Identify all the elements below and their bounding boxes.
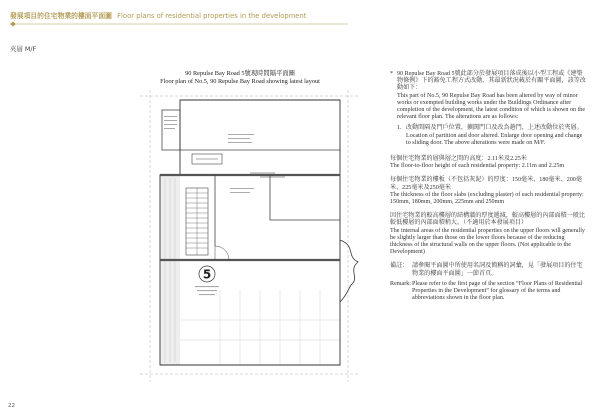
section-header: [10, 10, 306, 20]
remark-label-zh: 備註：: [390, 263, 409, 270]
section-title-en: Floor plans of residential properties in the development: [117, 12, 307, 20]
annotation-mark: [228, 138, 250, 139]
annotation-mark: [199, 294, 215, 295]
annotation-mark: [164, 124, 177, 125]
floor-plan-drawing: [110, 90, 370, 390]
notes-column: [390, 71, 588, 302]
plan-title: [120, 70, 360, 86]
ornament-diamond: [10, 22, 16, 27]
remark-note: [390, 263, 588, 302]
page-number: 22: [8, 403, 15, 409]
alteration-item-en: Location of partition and door altered. Enlarge door opening and change to sliding door. The above alterations were made on M/F.: [406, 132, 583, 146]
plan-title-zh: 90 Repulse Bay Road 5號現時間隔平面圖: [185, 70, 295, 77]
floor-height-zh: 每個住宅物業的層與層之間的高度：2.11米及2.25米: [390, 156, 527, 163]
plan-title-en: Floor plan of No.5, 90 Repulse Bay Road showing latest layout: [160, 78, 320, 85]
internal-area-note: [390, 213, 588, 256]
floor-height-en: The floor-to-floor height of each residential property: 2.11m and 2.25m: [390, 163, 565, 170]
slab-thickness-note: [390, 177, 588, 206]
alteration-item-zh: 改動間隔及門戶位置，擴闊門口及改為趟門，上述改動位於夾層。: [406, 125, 583, 132]
alteration-en: This part of No.5, 90 Repulse Bay Road has been altered by way of minor works or exempted building works under the Buildings Ordinance after completion of the development, the latest condition of which is shown on the relevant floor plan. The alterations are as follows:: [397, 92, 586, 121]
annotation-mark: [196, 159, 218, 160]
remark-text-en: Please refer to the first page of the section “Floor Plans of Residential Properties in the Development” for glossary of the terms and abbreviations shown in the floor plan.: [412, 280, 583, 302]
remark-text-zh: 請參閱平面圖中所使用名詞及簡稱的詞彙，見「發展項目的住宅物業的樓面平面圖」一節首頁。: [412, 263, 583, 277]
annotation-mark: [195, 286, 219, 287]
annotation-mark: [164, 116, 177, 117]
annotation-mark: [228, 142, 252, 143]
alteration-note: [390, 71, 588, 147]
unit-number: 5: [202, 267, 212, 282]
slab-thickness-zh: 每個住宅物業的樓板（不包括灰泥）的厚度：150毫米、180毫米、200毫米、225毫米及250毫米: [390, 177, 582, 191]
boundary-curve: [340, 240, 358, 302]
alteration-marker: *: [390, 71, 394, 77]
alteration-item: [397, 125, 588, 147]
floor-height-note: [390, 156, 588, 170]
building-outline: [160, 100, 340, 365]
annotation-mark: [164, 128, 175, 129]
remark-label-en: Remark:: [390, 280, 411, 287]
annotation-mark: [230, 192, 250, 193]
alteration-item-body: [406, 125, 588, 147]
door-swing: [215, 246, 229, 260]
alteration-item-number: 1.: [397, 125, 402, 132]
remark-en-row: [390, 281, 588, 303]
annotation-mark: [228, 134, 254, 135]
floor-label: 夾層 M/F: [10, 45, 37, 53]
annotation-mark: [164, 120, 177, 121]
partition-wall-right: [270, 175, 340, 220]
internal-area-en: The internal areas of the residential properties on the upper floors will generally be slightly larger than those on the lower floors because of the reducing thickness of the structural walls on the upper floors. (Not applicable to the Development): [390, 227, 585, 256]
alteration-body: [397, 71, 588, 147]
lower-area-hatch: [180, 290, 340, 365]
stair-treads: [186, 188, 208, 255]
section-title-zh: 發展項目的住宅物業的樓面平面圖: [10, 12, 112, 20]
alteration-zh: 90 Repulse Bay Road 5號此部分於發展項目落成後以小型工程或《建築物條例》下的豁免工程方式改動，其最新狀況載於有關平面圖，該等改動如下：: [397, 71, 586, 92]
annotation-mark: [197, 290, 217, 291]
header-ornament-rule: [10, 21, 348, 27]
remark-zh-row: [390, 263, 588, 277]
internal-area-zh: 因住宅物業的較高樓層的結構牆的厚度遞減，較高樓層的內部面積一般比較低樓層的內部面積稍大。（不適用於本發展項目）: [390, 213, 585, 227]
annotation-mark: [230, 188, 254, 189]
slab-thickness-en: The thickness of the floor slabs (excluding plaster) of each residential property: 150mm, 180mm, 200mm, 225mm and 250mm: [390, 191, 584, 206]
